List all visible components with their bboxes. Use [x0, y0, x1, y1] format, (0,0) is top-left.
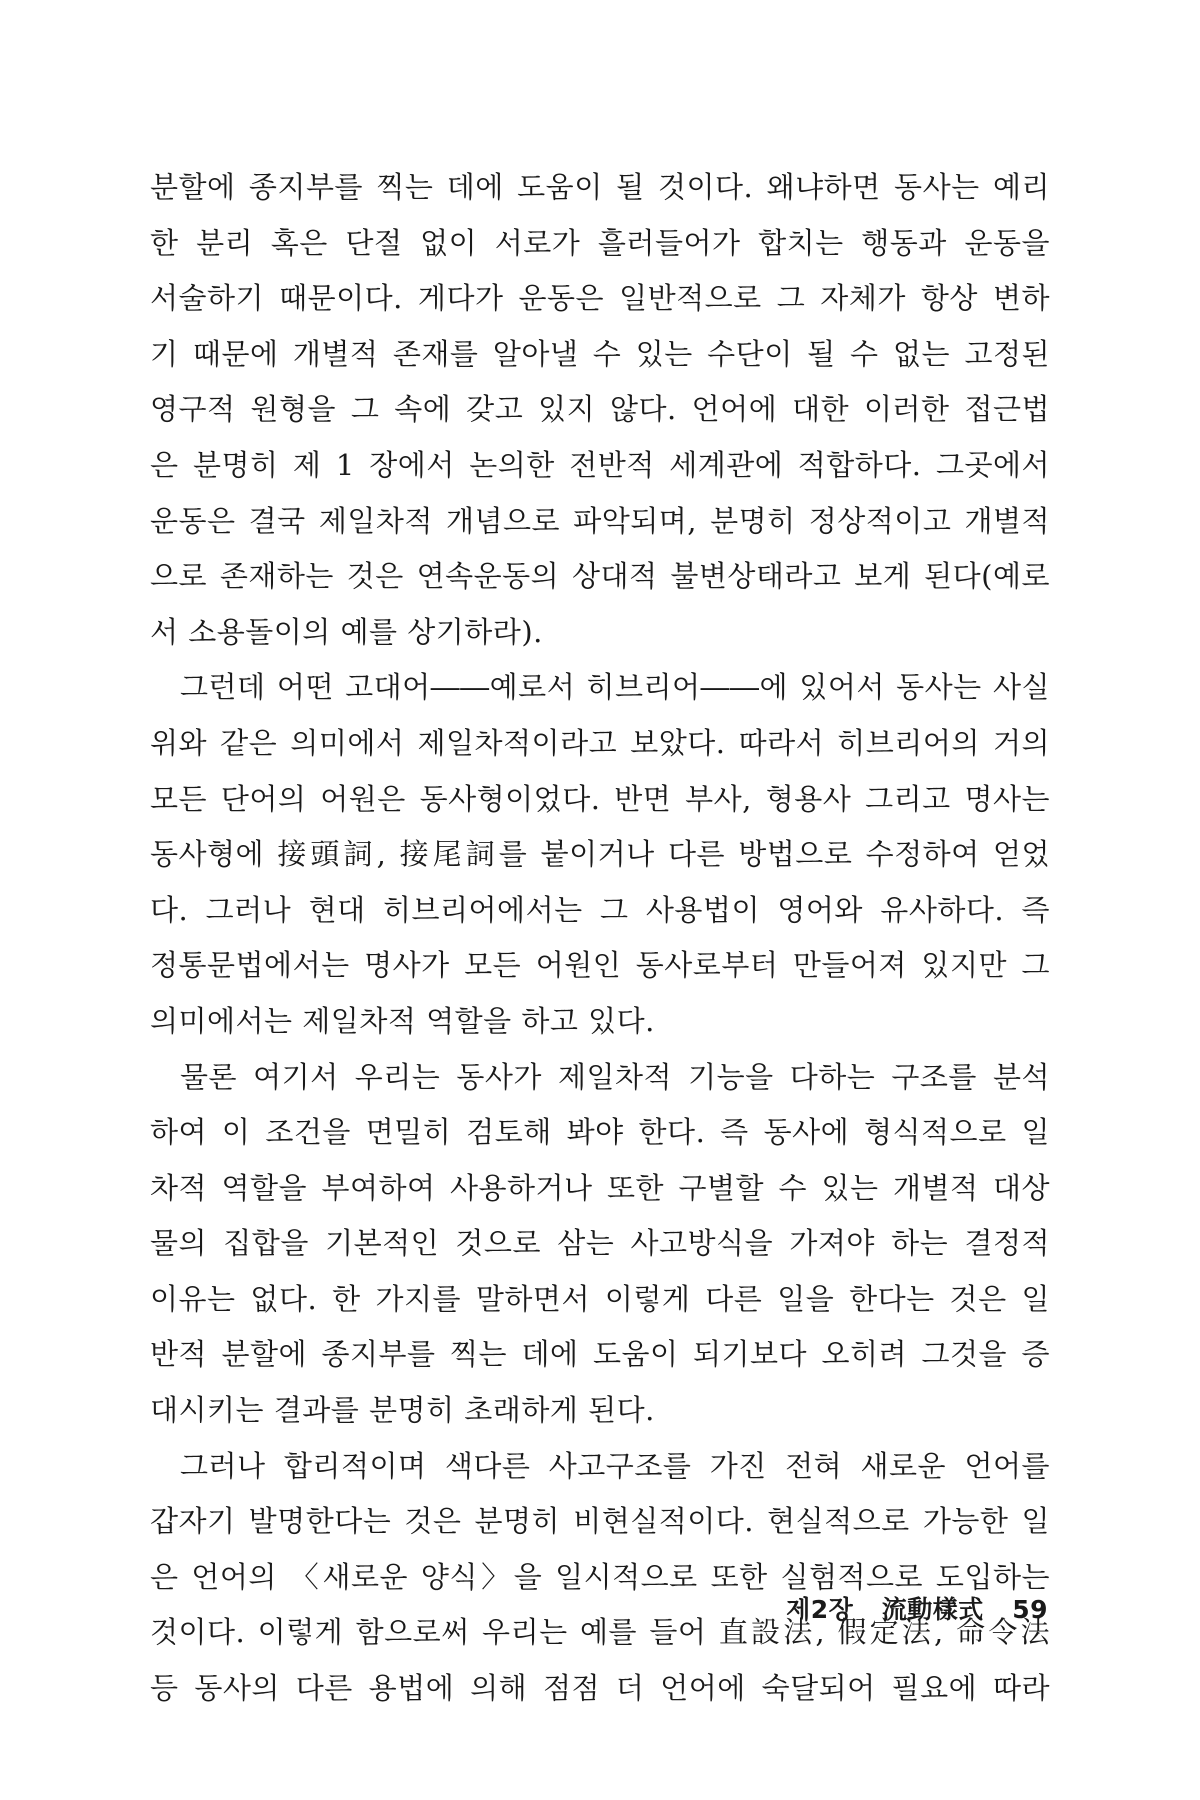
text-line: 다. 그러나 현대 히브리어에서는 그 사용법이 영어와 유사하다. 즉 [150, 892, 1050, 927]
text-line: 한 분리 혹은 단절 없이 서로가 흘러들어가 합치는 행동과 운동을 [150, 225, 1050, 260]
text-line: 것이다. 이렇게 함으로써 우리는 예를 들어 直設法, 假定法, 命令法 [150, 1615, 1050, 1650]
paragraph-3 [150, 1050, 1050, 1439]
text-line: 하여 이 조건을 면밀히 검토해 봐야 한다. 즉 동사에 형식적으로 일 [150, 1115, 1050, 1150]
text-line: 등 동사의 다른 용법에 의해 점점 더 언어에 숙달되어 필요에 따라 [150, 1671, 1050, 1706]
paragraph-2 [150, 660, 1050, 1049]
footer-chapter-title: 流動樣式 [881, 1595, 984, 1624]
text-line: 기 때문에 개별적 존재를 알아낼 수 있는 수단이 될 수 없는 고정된 [150, 336, 1050, 371]
text-line: 그러나 합리적이며 색다른 사고구조를 가진 전혀 새로운 언어를 [180, 1448, 1050, 1483]
text-line: 반적 분할에 종지부를 찍는 데에 도움이 되기보다 오히려 그것을 증 [150, 1337, 1050, 1372]
text-line: 그런데 어떤 고대어――예로서 히브리어――에 있어서 동사는 사실 [180, 670, 1050, 705]
text-line: 정통문법에서는 명사가 모든 어원인 동사로부터 만들어져 있지만 그 [150, 948, 1050, 983]
text-line: 은 언어의 〈새로운 양식〉을 일시적으로 또한 실험적으로 도입하는 [150, 1559, 1050, 1594]
running-footer [786, 1590, 1048, 1626]
text-line: 분할에 종지부를 찍는 데에 도움이 될 것이다. 왜냐하면 동사는 예리 [150, 170, 1050, 204]
text-line: 모든 단어의 어원은 동사형이었다. 반면 부사, 형용사 그리고 명사는 [150, 781, 1050, 816]
text-line: 서 소용돌이의 예를 상기하라). [150, 614, 543, 649]
text-line: 운동은 결국 제일차적 개념으로 파악되며, 분명히 정상적이고 개별적 [150, 503, 1050, 538]
page-number: 59 [1012, 1595, 1048, 1624]
text-line: 대시키는 결과를 분명히 초래하게 된다. [150, 1393, 655, 1428]
paragraph-4 [150, 1439, 1050, 1717]
text-line: 서술하기 때문이다. 게다가 운동은 일반적으로 그 자체가 항상 변하 [150, 281, 1050, 316]
text-line: 으로 존재하는 것은 연속운동의 상대적 불변상태라고 보게 된다(예로 [150, 559, 1050, 594]
paragraph-1 [150, 160, 1050, 660]
text-line: 물의 집합을 기본적인 것으로 삼는 사고방식을 가져야 하는 결정적 [150, 1226, 1050, 1261]
text-line: 의미에서는 제일차적 역할을 하고 있다. [150, 1003, 655, 1038]
text-line: 영구적 원형을 그 속에 갖고 있지 않다. 언어에 대한 이러한 접근법 [150, 392, 1050, 427]
text-line: 차적 역할을 부여하여 사용하거나 또한 구별할 수 있는 개별적 대상 [150, 1170, 1050, 1205]
text-line: 물론 여기서 우리는 동사가 제일차적 기능을 다하는 구조를 분석 [180, 1059, 1050, 1094]
text-line: 이유는 없다. 한 가지를 말하면서 이렇게 다른 일을 한다는 것은 일 [150, 1281, 1050, 1316]
text-line: 갑자기 발명한다는 것은 분명히 비현실적이다. 현실적으로 가능한 일 [150, 1504, 1050, 1539]
footer-chapter: 제2장 [786, 1595, 854, 1624]
text-line: 위와 같은 의미에서 제일차적이라고 보았다. 따라서 히브리어의 거의 [150, 725, 1050, 760]
text-line: 동사형에 接頭詞, 接尾詞를 붙이거나 다른 방법으로 수정하여 얻었 [150, 837, 1050, 872]
text-line: 은 분명히 제 1 장에서 논의한 전반적 세계관에 적합하다. 그곳에서 [150, 447, 1050, 482]
body-text [150, 160, 1050, 1717]
